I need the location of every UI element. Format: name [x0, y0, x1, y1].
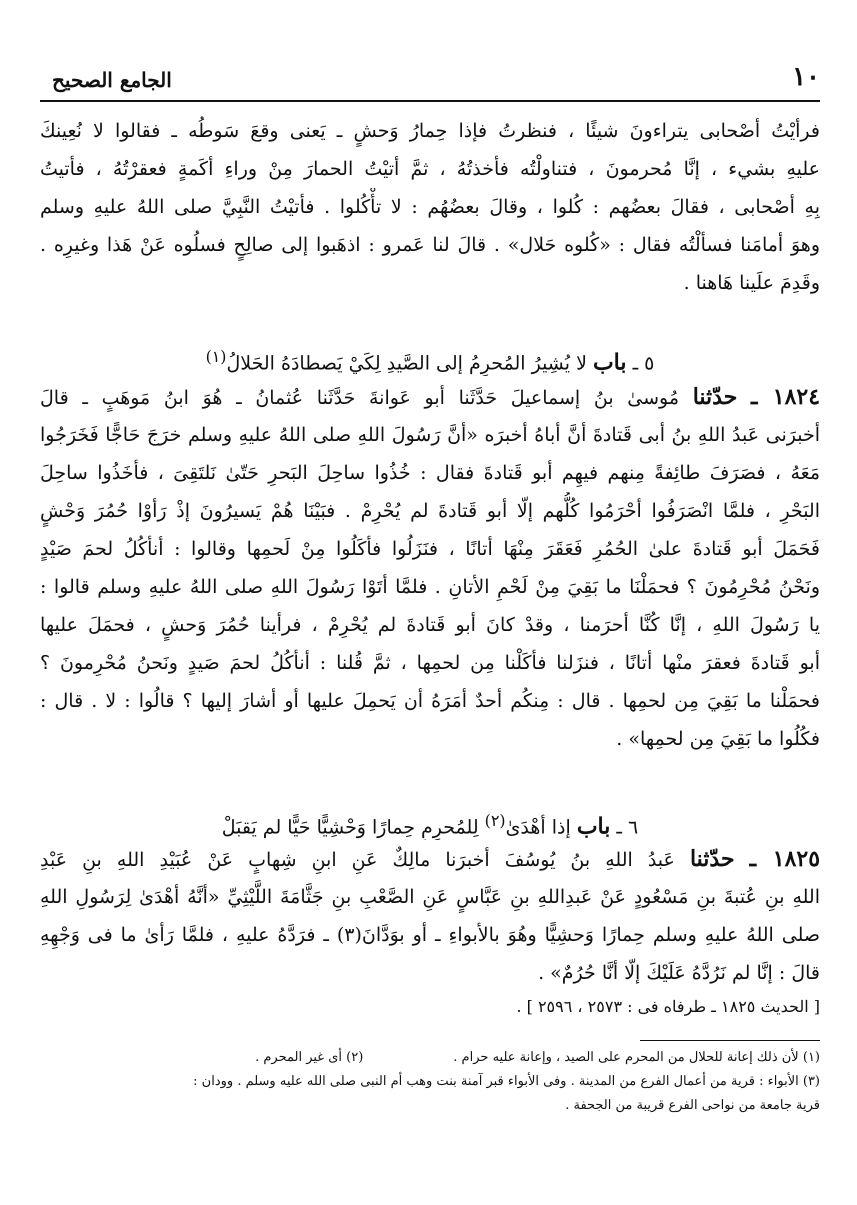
page-number: ١٠ [792, 62, 820, 92]
text-line: مَعَهُ ، فصَرَفَ طائِفةً مِنهم فيهِم أبو قَتادةَ فقال : خُذُوا ساحِلَ البَحرِ حَتّىٰ نَلتَقِىَ ، فأخَذُوا ساحِلَ [40, 462, 820, 484]
hadith-keyword: حدّثنا [692, 384, 738, 410]
hadith-keyword: حدّثنا [689, 846, 735, 872]
footnote-divider [640, 1040, 820, 1041]
section-title [40, 802, 820, 840]
section-heading-6 [40, 802, 820, 840]
footnote-line [40, 1046, 820, 1070]
hadith-first-line [40, 840, 820, 878]
text-line: قالَ : إنَّا لم نَرُدَّهُ عَلَيْكَ إلّا أنَّا حُرُمٌ» . [538, 962, 820, 984]
text-line: بِهِ أصْحابى ، فقالَ بعضُهم : كُلوا ، وقالَ بعضُهُم : لا تأْكُلوا . فأتيْتُ النَّبِيَّ صلى اللهُ عليهِ وسلم [40, 196, 820, 218]
hadith-1824 [40, 378, 820, 758]
section-title-text: لا يُشِيرُ المُحرِمُ إلى الصَّيدِ لِكَيْ يَصطادَهُ الحَلالُ [226, 352, 587, 375]
page-header [40, 60, 820, 102]
footnotes [40, 1046, 820, 1118]
text-line: فكُلُوا ما بَقِيَ مِن لحمِها» . [616, 728, 820, 750]
text-line: وهوَ أمامَنا فسألْتُه فقال : «كُلوه حَلال» . قالَ لنا عَمرو : اذهَبوا إلى صالِحٍ فسلُوه عَنْ هَذا وغيرِه . [40, 234, 820, 256]
hadith-number: ١٨٢٥ ـ [749, 846, 820, 872]
hadith-text: مُوسىٰ بنُ إسماعيلَ حَدَّثَنا أبو عَوانةَ حَدَّثَنا عُثمانُ ـ هُوَ ابنُ مَوهَبٍ ـ قالَ [40, 387, 680, 409]
text-line: عليهِ بشيء ، إنَّا مُحرمونَ ، فتناولْتُه فأخذتُهُ ، ثمَّ أتيْتُ الحمارَ مِنْ وراءِ أكَمةٍ فعقرْتُهُ ، فأتيتُ [40, 158, 820, 180]
book-page [40, 0, 820, 1205]
text-line: فَحَمَلَ أبو قَتادةَ علىٰ الحُمُرِ فَعَقَرَ مِنْهَا أتانًا ، فنَزَلُوا فأكَلُوا مِنْ لَحمِها وقالوا : أنأكُلُ لحمَ صَيْدٍ [40, 538, 820, 560]
paragraph-continued [40, 112, 820, 302]
cross-reference: [ الحديث ١٨٢٥ ـ طرفاه فى : ٢٥٧٣ ، ٢٥٩٦ ] . [516, 997, 820, 1016]
text-line: أخبرَنى عَبدُ اللهِ بنُ أبى قَتادةَ أنَّ أباهُ أخبرَه «أنَّ رَسُولَ اللهِ صلى اللهُ عليهِ وسلم خرَجَ حَاجًّا فَخَرَجُوا [40, 424, 820, 446]
section-number: ٥ ـ [632, 352, 655, 375]
section-title-text: لِلمُحرِمِ حِمارًا وَحْشِيًّا حَيًّا لم يَقبَلْ [221, 816, 479, 839]
footnote-mark: (٢) [484, 811, 506, 830]
bab-label: باب [576, 813, 611, 840]
text-line: وقَدِمَ علَينا هَاهنا . [683, 272, 820, 294]
section-heading-5 [40, 338, 820, 376]
text-line: صلى اللهُ عليهِ وسلم حِمارًا وَحشِيًّا وهُوَ بالأبواءِ ـ أو بوَدَّانَ(٣) ـ فرَدَّهُ عليهِ ، فلمَّا رَأىٰ ما فى وَجْهِهِ [40, 924, 820, 946]
hadith-number: ١٨٢٤ ـ [751, 384, 820, 410]
hadith-first-line [40, 378, 820, 416]
section-number: ٦ ـ [616, 816, 639, 839]
footnote-2: (٢) أى غير المحرم . [255, 1050, 364, 1065]
text-line: البَحْرِ ، فلمَّا انْصَرَفُوا أحْرَمُوا كُلُّهم إلّا أبو قَتادةَ لم يُحْرِمْ . فبَيْنَا هُمْ يَسيرُونَ إذْ رَأوْا حُمُرَ وَحْشٍ [40, 500, 820, 522]
footnote-mark: (١) [205, 347, 227, 366]
footnote-3-continued: قرية جامعة من نواحى الفرع قريبة من الجحفة . [565, 1098, 820, 1113]
footnote-1: (١) لأن ذلك إعانة للحلال من المحرم على الصيد ، وإعانة عليه حرام . [453, 1050, 820, 1065]
text-line: فرأيْتُ أصْحابى يتراءونَ شيئًا ، فنظرتُ فإذا حِمارُ وَحشٍ ـ يَعنى وقعَ سَوطُه ـ فقالوا لا نُعِينكَ [40, 120, 820, 142]
text-line: ونَحْنُ مُحْرِمُونَ ؟ فحمَلْنَا ما بَقِيَ مِنْ لَحْمِ الأتانِ . فلمَّا أتَوْا رَسُولَ اللهِ صلى اللهُ عليهِ وسلم قالوا : [40, 576, 820, 598]
text-line: أبو قَتادةَ فعقرَ منْها أتانًا ، فنزَلنا فأكَلْنا مِن لحمِها ، ثمَّ قُلنا : أنأكُلُ لحمَ صَيدٍ ونَحنُ مُحْرِمونَ ؟ [40, 652, 820, 674]
section-title-text: إذا أهْدَىٰ [505, 816, 571, 839]
running-title: الجامع الصحيح [52, 68, 172, 92]
footnote-3: (٣) الأبواء : قرية من أعمال الفرع من المدينة . وفى الأبواء قبر آمنة بنت وهب أم النبى صلى الله عليه وسلم . وودان : [193, 1074, 820, 1089]
hadith-1825 [40, 840, 820, 1022]
section-title [40, 338, 820, 376]
text-line: اللهِ بنِ عُتبةَ بنِ مَسْعُودٍ عَنْ عَبدِاللهِ بنِ عَبَّاسٍ عَنِ الصَّعْبِ بنِ جَثَّامَةَ اللَّيْثِيِّ «أنَّهُ أهْدَىٰ لِرَسُولِ اللهِ [40, 886, 820, 908]
text-line: فحمَلْنا ما بَقِيَ مِن لحمِها . قال : مِنكُم أحدٌ أمَرَهُ أن يَحمِلَ عليها أو أشارَ إليها ؟ قالُوا : لا . قال : [40, 690, 820, 712]
bab-label: باب [592, 349, 627, 376]
text-line: يا رَسُولَ اللهِ ، إنَّا كُنَّا أحرَمنا ، وقدْ كانَ أبو قَتادةَ لم يُحْرِمْ ، فرأينا حُمُرَ وَحشٍ ، فحمَلَ عليها [40, 614, 820, 636]
hadith-text: عَبدُ اللهِ بنُ يُوسُفَ أخبرَنا مالِكٌ عَنِ ابنِ شِهابٍ عَنْ عُبَيْدِ اللهِ بنِ عَبْدِ [40, 849, 675, 871]
